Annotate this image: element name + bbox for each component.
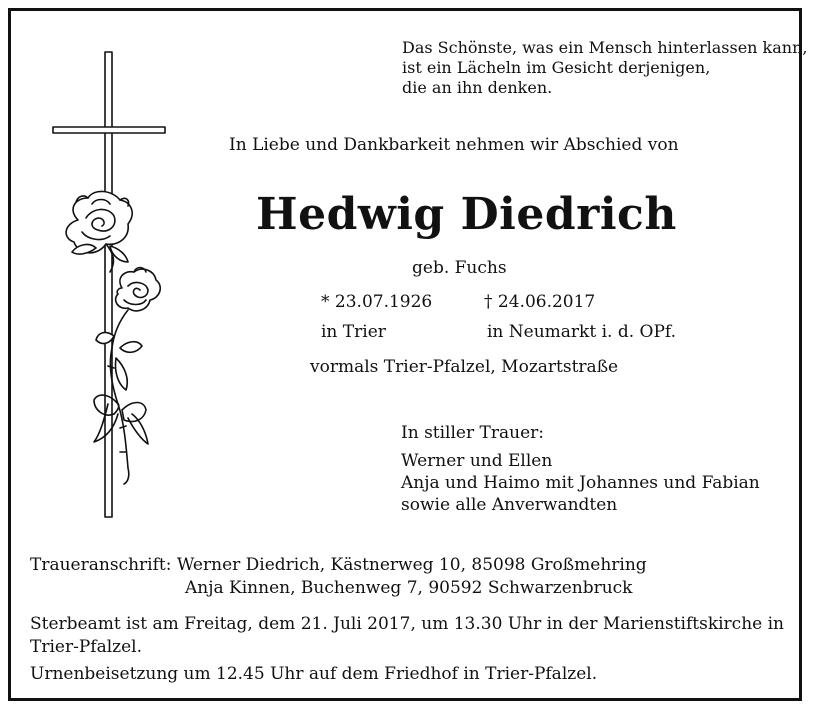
mourner-line: sowie alle Anverwandten [401,495,618,515]
cross-with-roses-icon [48,48,173,523]
death-date: 24.06.2017 [497,292,596,312]
birth-symbol: * [321,292,330,312]
mourners-list [401,450,760,516]
deceased-name: Hedwig Diedrich [256,189,677,240]
birth-info [321,292,432,313]
intro-text: In Liebe und Dankbarkeit nehmen wir Abschied von [229,135,679,155]
former-address: vormals Trier-Pfalzel, Mozartstraße [310,357,619,377]
death-info [484,292,595,313]
urn-burial-line: Urnenbeisetzung um 12.45 Uhr auf dem Friedhof in Trier-Pfalzel. [30,664,598,684]
service-line-1: Sterbeamt ist am Freitag, dem 21. Juli 2017, um 13.30 Uhr in der Marienstiftskirche in [30,614,785,634]
quote-line: Das Schönste, was ein Mensch hinterlassen kann, [402,38,808,57]
address-line-1 [30,555,647,576]
maiden-name: geb. Fuchs [412,258,507,278]
quote-line: ist ein Lächeln im Gesicht derjenigen, [402,58,711,77]
mourner-line: Werner und Ellen [401,451,553,471]
birth-date: 23.07.1926 [334,292,433,312]
quote-block [402,38,807,98]
service-line-2: Trier-Pfalzel. [30,637,142,657]
birth-place: in Trier [321,322,386,342]
address-value-1: Werner Diedrich, Kästnerweg 10, 85098 Großmehring [176,555,647,575]
death-symbol: † [484,292,493,312]
mourner-line: Anja und Haimo mit Johannes und Fabian [401,473,760,493]
death-place: in Neumarkt i. d. OPf. [487,322,676,342]
address-line-2: Anja Kinnen, Buchenweg 7, 90592 Schwarzenbruck [185,578,633,598]
mourners-heading: In stiller Trauer: [401,423,544,443]
address-label: Traueranschrift: [30,555,172,575]
quote-line: die an ihn denken. [402,78,553,97]
